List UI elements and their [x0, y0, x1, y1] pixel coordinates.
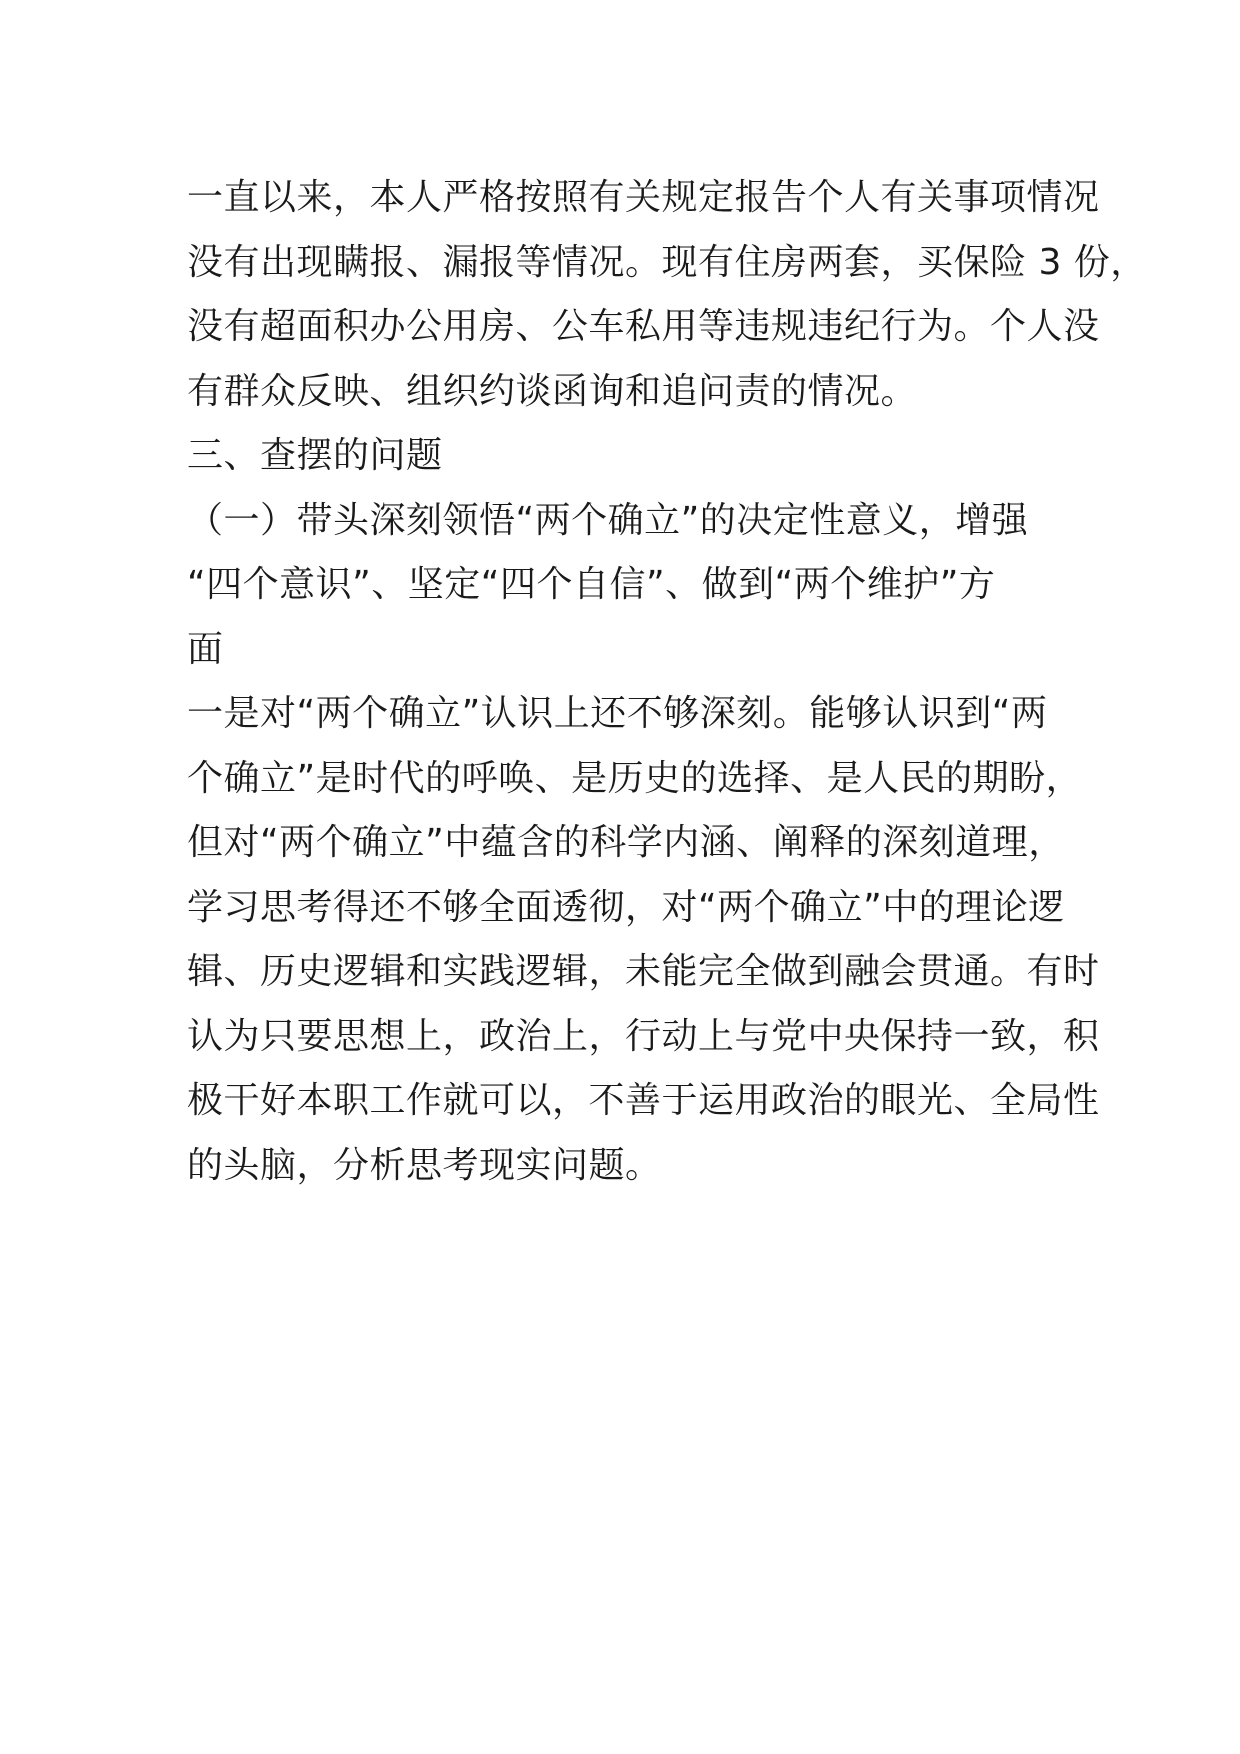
text-line: 的头脑，分析思考现实问题。 [187, 1144, 662, 1186]
text-line: 有群众反映、组织约谈函询和追问责的情况。 [187, 370, 918, 412]
text-line: 认为只要思想上，政治上，行动上与党中央保持一致，积 [187, 1015, 1100, 1057]
section-heading: 三、查摆的问题 [187, 435, 443, 476]
document-body [187, 166, 1147, 1198]
subsection-heading-line: “四个意识”、坚定“四个自信”、做到“两个维护”方 [187, 564, 996, 605]
text-line: 一是对“两个确立”认识上还不够深刻。能够认识到“两 [187, 693, 1048, 734]
text-line: 没有超面积办公用房、公车私用等违规违纪行为。个人没 [187, 306, 1100, 347]
text-line: 个确立”是时代的呼唤、是历史的选择、是人民的期盼， [187, 757, 1083, 799]
text-line: 但对“两个确立”中蕴含的科学内涵、阐释的深刻道理， [187, 822, 1065, 863]
text-line: 学习思考得还不够全面透彻，对“两个确立”中的理论逻 [187, 886, 1065, 928]
subsection-heading-line: 面 [187, 628, 224, 670]
text-line: 一直以来，本人严格按照有关规定报告个人有关事项情况 [187, 177, 1100, 218]
text-line: 极干好本职工作就可以，不善于运用政治的眼光、全局性 [187, 1080, 1100, 1121]
text-line: 没有出现瞒报、漏报等情况。现有住房两套，买保险 3 份， [187, 241, 1147, 283]
subsection-heading-line: （一）带头深刻领悟“两个确立”的决定性意义，增强 [187, 499, 1029, 541]
text-line: 辑、历史逻辑和实践逻辑，未能完全做到融会贯通。有时 [187, 951, 1100, 992]
